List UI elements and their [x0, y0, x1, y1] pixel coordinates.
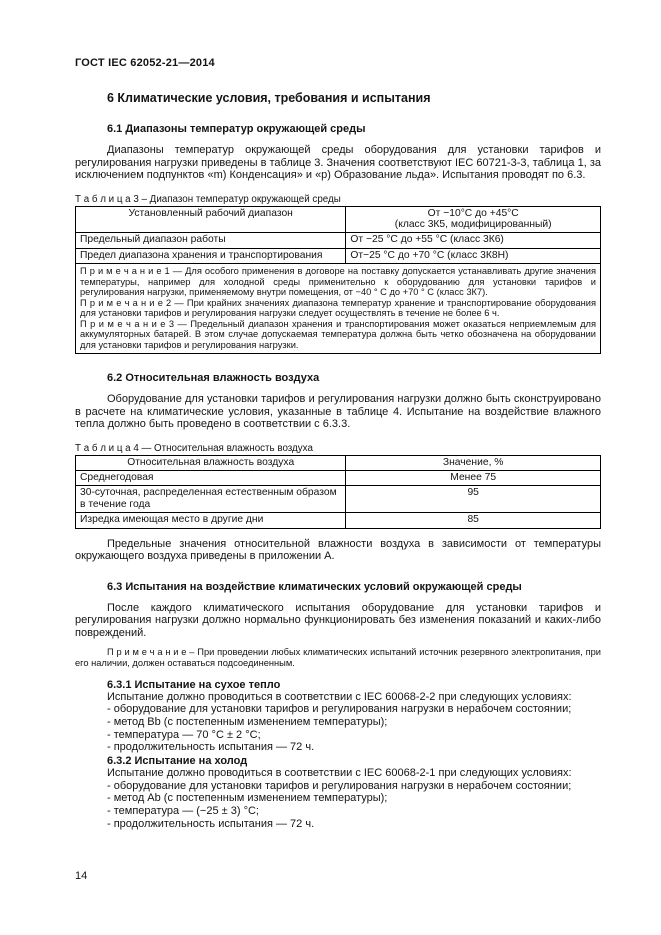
section-6-2-title: 6.2 Относительная влажность воздуха: [107, 372, 320, 385]
table3-value-line: (класс 3К5, модифицированный): [394, 218, 552, 230]
table4-cell-30day-label: 30-суточная, распределенная естественным образом в течение года: [76, 486, 346, 513]
section-6-3-2-line: - продолжительность испытания — 72 ч.: [107, 817, 315, 830]
table4-caption: Т а б л и ц а 4 — Относительная влажность воздуха: [75, 442, 313, 454]
table4-header-humidity: Относительная влажность воздуха: [76, 455, 346, 470]
table4-after-paragraph: Предельные значения относительной влажности воздуха в зависимости от температуры окружающего воздуха приведены в приложении А.: [75, 537, 601, 563]
page-number: 14: [75, 870, 88, 882]
table3-cell-operating-range-value: [346, 206, 601, 233]
table3-notes-cell: [76, 264, 601, 354]
section-6-3-note: П р и м е ч а н и е – При проведении любых климатических испытаний источник резервного электропитания, при его наличии, должен оставаться подсоединенным.: [75, 647, 601, 668]
section-6-3-1-title: 6.3.1 Испытание на сухое тепло: [107, 678, 281, 691]
table3-cell-limit-range-value: От −25 °С до +55 °С (класс 3К6): [346, 233, 601, 248]
table3-note-3: П р и м е ч а н и е 3 — Предельный диапазон хранения и транспортирования может оказаться неприемлемым для аккумуляторных батарей. В этом случае допускаемая температура должна быть четко обозначена на оборудовании для установки тарифов и регулирования нагрузки.: [80, 318, 596, 350]
section-6-3-title: 6.3 Испытания на воздействие климатических условий окружающей среды: [107, 580, 522, 593]
table4-cell-annual-value: Менее 75: [346, 471, 601, 486]
table3-cell-operating-range-label: Установленный рабочий диапазон: [76, 206, 346, 233]
table3-cell-storage-range-label: Предел диапазона хранения и транспортирования: [76, 248, 346, 263]
document-content: [75, 57, 601, 831]
table4-cell-other-days-value: 85: [346, 513, 601, 528]
table4-cell-other-days-label: Изредка имеющая место в другие дни: [76, 513, 346, 528]
section-6-2-paragraph: Оборудование для установки тарифов и регулирования нагрузки должно быть сконструировано в расчете на климатические условия, указанные в таблице 4. Испытание на воздействие влажного тепла должно быть проведено в соответствии с 6.3.3.: [75, 393, 601, 431]
section-6-3-1-line: Испытание должно проводиться в соответствии с IEC 60068-2-2 при следующих условиях:: [107, 690, 572, 703]
table3-cell-limit-range-label: Предельный диапазон работы: [76, 233, 346, 248]
table4-cell-30day-value: 95: [346, 486, 601, 513]
table3-cell-storage-range-value: От−25 °С до +70 °С (класс 3К8Н): [346, 248, 601, 263]
section-6-3-1-line: - температура — 70 °С ± 2 °С;: [107, 728, 261, 741]
section-6-3-1-line: - продолжительность испытания — 72 ч.: [107, 741, 315, 754]
table-row: [76, 248, 601, 263]
section-6-1-paragraph: Диапазоны температур окружающей среды оборудования для установки тарифов и регулирования нагрузки приведены в таблице 3. Значения соответствуют IEC 60721-3-3, таблица 1, за исключением подпунктов «m) Конденсация» и «p) Образование льда». Испытания проводят по 6.3.: [75, 144, 601, 181]
section-6-1-title: 6.1 Диапазоны температур окружающей среды: [107, 123, 366, 135]
document-header: ГОСТ IEC 62052-21—2014: [75, 57, 215, 69]
table-row: [76, 233, 601, 248]
section-6-3-2-line: - температура — (−25 ± 3) °С;: [107, 805, 259, 818]
table4-header-value: Значение, %: [346, 455, 601, 470]
section-6-3-1-line: - оборудование для установки тарифов и регулирования нагрузки в нерабочем состоянии;: [107, 703, 572, 716]
table-row: [76, 486, 601, 513]
table3-note-2: П р и м е ч а н и е 2 — При крайних значениях диапазона температур хранение и транспортирование оборудования для установки тарифов и регулирования нагрузки следует осуществлять в течение не более 6 ч.: [80, 297, 596, 319]
table3-value-line: От −10°С до +45°С: [427, 207, 519, 219]
table3-caption: Т а б л и ц а 3 – Диапазон температур окружающей среды: [75, 193, 341, 205]
table-row: [76, 471, 601, 486]
table-row: [76, 455, 601, 470]
table4: [75, 455, 601, 529]
section-6-3-1-line: - метод Bb (с постепенным изменением температуры);: [107, 715, 388, 728]
section-6-3-2-line: - оборудование для установки тарифов и регулирования нагрузки в нерабочем состоянии;: [107, 779, 572, 792]
table3: [75, 206, 601, 355]
table3-note-1: П р и м е ч а н и е 1 — Для особого применения в договоре на поставку допускается устанавливать другие значения температуры, например для холодной среды применительно к оборудованию для установки тарифов и регулирования нагрузки, применяемому внутри помещения, от −40 ° С до +70 ° С (класс 3К7).: [80, 266, 596, 298]
table-row: [76, 264, 601, 354]
section-6-3-paragraph: После каждого климатического испытания оборудование для установки тарифов и регулирования нагрузки должно нормально функционировать без изменения показаний и каких-либо повреждений.: [75, 601, 601, 639]
table-row: [76, 206, 601, 233]
section-6-title: 6 Климатические условия, требования и испытания: [107, 91, 431, 105]
section-6-3-2-title: 6.3.2 Испытание на холод: [107, 755, 248, 768]
table-row: [76, 513, 601, 528]
section-6-3-2-line: - метод Ab (с постепенным изменением температуры);: [107, 792, 388, 805]
section-6-3-2-line: Испытание должно проводиться в соответствии с IEC 60068-2-1 при следующих условиях:: [107, 767, 572, 780]
table4-cell-annual-label: Среднегодовая: [76, 471, 346, 486]
